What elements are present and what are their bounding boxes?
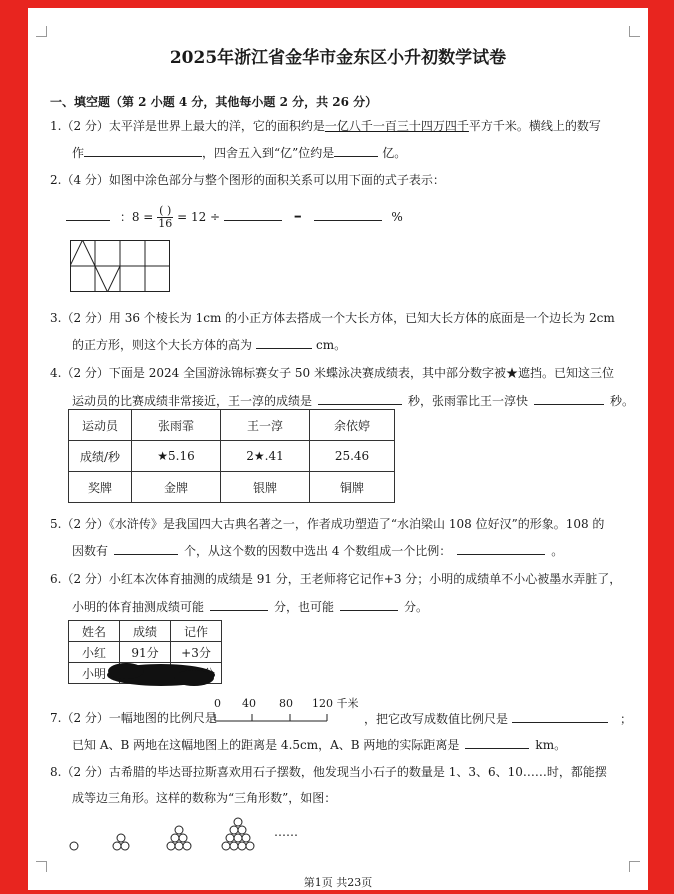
q4-blank-2[interactable]	[534, 392, 604, 405]
q5-line1: 5.（2 分）《水浒传》是我国四大古典名著之一，作者成功塑造了“水泊梁山 108 位好汉”的形象。108 的	[50, 517, 605, 531]
q6-blank-2[interactable]	[340, 598, 398, 611]
q3-line2: 的正方形，则这个大长方体的高为 cm。	[72, 338, 347, 352]
q7-blank-2[interactable]	[465, 736, 529, 749]
crop-mark	[629, 26, 640, 37]
scale-tick-label-0: 0	[214, 697, 221, 710]
q8-ellipsis: ……	[274, 825, 298, 839]
q5-blank-1[interactable]	[114, 542, 178, 555]
scale-tick-label-120: 120 千米	[312, 697, 359, 710]
q1-blank-1[interactable]	[84, 144, 202, 157]
q5-line2: 因数有 个，从这个数的因数中选出 4 个数组成一个比例： 。	[72, 544, 564, 558]
q1-blank-2[interactable]	[334, 144, 378, 157]
q8-line1: 8.（2 分）古希腊的毕达哥拉斯喜欢用石子摆数，他发现当小石子的数量是 1、3、6、10……时，都能摆	[50, 765, 607, 779]
q3-line1: 3.（2 分）用 36 个棱长为 1cm 的小正方体去搭成一个大长方体，已知大长方体的底面是一个边长为 2cm	[50, 311, 615, 325]
section-heading: 一、填空题（第 2 小题 4 分，其他每小题 2 分，共 26 分）	[50, 95, 378, 109]
triangular-number-figures	[66, 816, 266, 856]
q7-line1-rest: ，把它改写成数值比例尺是 ；	[364, 712, 633, 726]
q6-score-table: 姓名 成绩 记作 小红 91分 +3分 小明	[68, 620, 222, 684]
q2-line1: 2.（4 分）如图中涂色部分与整个图形的面积关系可以用下面的式子表示：	[50, 173, 445, 187]
q2-equation: ：8 = $\frac{( )}{16}$ = 12 ÷ – %	[66, 204, 403, 230]
q4-line1: 4.（2 分）下面是 2024 全国游泳锦标赛女子 50 米蝶泳决赛成绩表，其中部分数字被★遮挡。已知这三位	[50, 366, 614, 380]
q1-line2: 作 ，四舍五入到“亿”位约是 亿。	[72, 146, 407, 160]
ink-blot	[106, 662, 216, 688]
scale-tick-label-80: 80	[279, 697, 293, 710]
q4-blank-1[interactable]	[318, 392, 402, 405]
crop-mark	[36, 26, 47, 37]
q6-blank-1[interactable]	[210, 598, 268, 611]
scale-bar	[214, 710, 330, 724]
q7-line2: 已知 A、B 两地在这幅地图上的距离是 4.5cm，A、B 两地的实际距离是 km。	[72, 738, 567, 752]
q5-blank-2[interactable]	[457, 542, 545, 555]
crop-mark	[36, 861, 47, 872]
q8-line2: 成等边三角形。这样的数称为“三角形数”，如图：	[72, 791, 337, 805]
q6-line2: 小明的体育抽测成绩可能 分，也可能 分。	[72, 600, 429, 614]
scale-tick-label-40: 40	[242, 697, 256, 710]
q2-shaded-figure	[70, 240, 170, 292]
exam-page	[28, 8, 648, 890]
q7-line1: 7.（2 分）一幅地图的比例尺是	[50, 711, 217, 725]
page-footer: 第1页 共23页	[303, 876, 373, 889]
q2-fraction: $\frac{( )}{16}$	[158, 204, 173, 230]
q6-line1: 6.（2 分）小红本次体育抽测的成绩是 91 分，王老师将它记作+3 分；小明的成绩单不小心被墨水弄脏了，	[50, 572, 622, 586]
q3-blank[interactable]	[256, 336, 312, 349]
q4-results-table: 运动员 张雨霏 王一淳 余依婷 成绩/秒 ★5.16 2★.41 25.46 奖牌 金牌 银牌 铜牌	[68, 409, 395, 503]
q2-blank-3[interactable]	[314, 208, 382, 221]
exam-title: 2025年浙江省金华市金东区小升初数学试卷	[169, 48, 507, 68]
q1-line1: 1.（2 分）太平洋是世界上最大的洋，它的面积约是一亿八千一百三十四万四千平方千米。横线上的数写	[50, 119, 601, 133]
q1-underlined-number: 一亿八千一百三十四万四千	[324, 119, 469, 133]
q2-blank-1[interactable]	[66, 208, 110, 221]
q7-blank-1[interactable]	[512, 710, 608, 723]
q2-blank-2[interactable]	[224, 208, 282, 221]
crop-mark	[629, 861, 640, 872]
q4-line2: 运动员的比赛成绩非常接近，王一淳的成绩是 秒，张雨霏比王一淳快 秒。	[72, 394, 635, 408]
